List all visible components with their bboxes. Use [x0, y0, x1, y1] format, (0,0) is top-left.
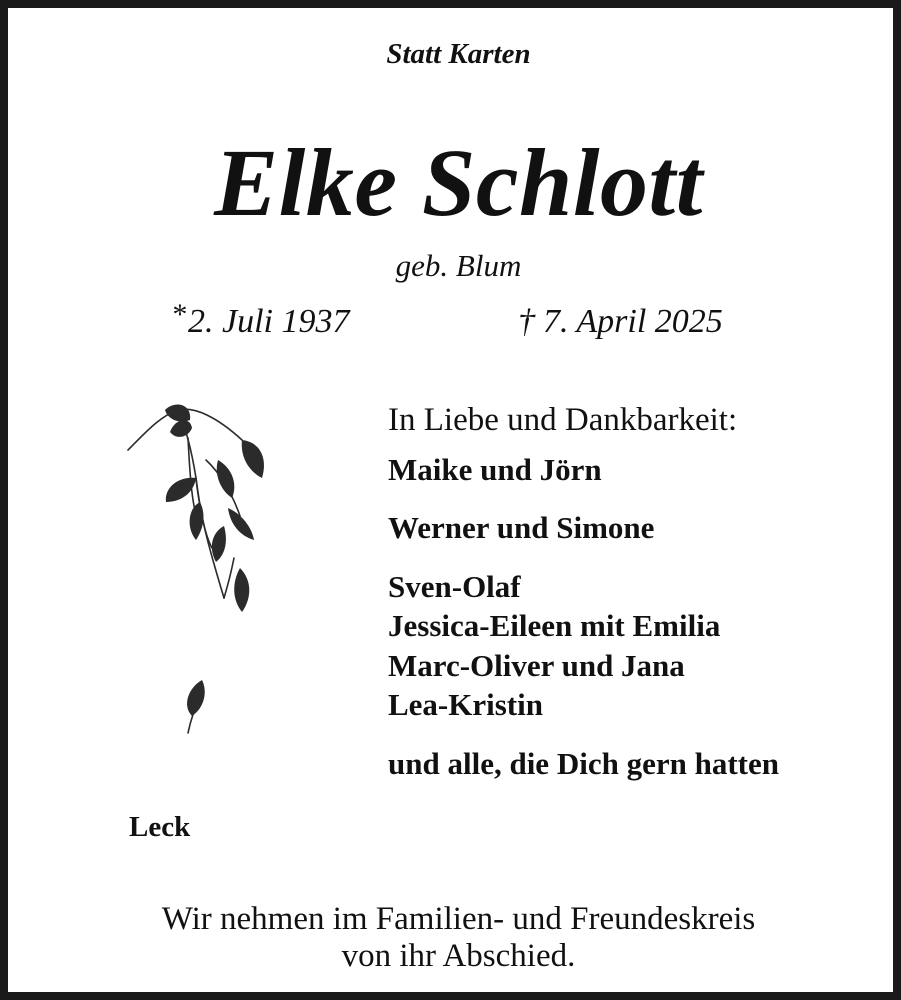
mourner-line: Werner und Simone: [388, 510, 655, 545]
mourner-line: und alle, die Dich gern hatten: [388, 746, 779, 781]
maiden-name: geb. Blum: [395, 248, 522, 283]
deceased-name: Elke Schlott: [214, 129, 703, 236]
birch-branch-icon: [120, 398, 280, 748]
mourner-line: Maike und Jörn: [388, 452, 602, 487]
closing-line: Wir nehmen im Familien- und Freundeskreis: [161, 901, 756, 937]
mourner-line: Sven-Olaf: [388, 569, 521, 604]
place-text: Leck: [129, 811, 191, 843]
birth-date-line: [171, 298, 350, 341]
death-date: 7. April 2025: [543, 303, 723, 340]
mourner-line: Lea-Kristin: [388, 687, 543, 722]
mourner-line: Marc-Oliver und Jana: [388, 648, 685, 683]
death-date-line: [518, 303, 723, 341]
birth-date: 2. Juli 1937: [188, 303, 350, 340]
birth-symbol: *: [171, 298, 186, 331]
mourner-line: Jessica-Eileen mit Emilia: [388, 608, 721, 643]
closing-line: von ihr Abschied.: [341, 938, 576, 974]
death-symbol: †: [518, 303, 535, 340]
header-text: Statt Karten: [386, 38, 531, 70]
intro-text: In Liebe und Dankbarkeit:: [388, 402, 738, 438]
